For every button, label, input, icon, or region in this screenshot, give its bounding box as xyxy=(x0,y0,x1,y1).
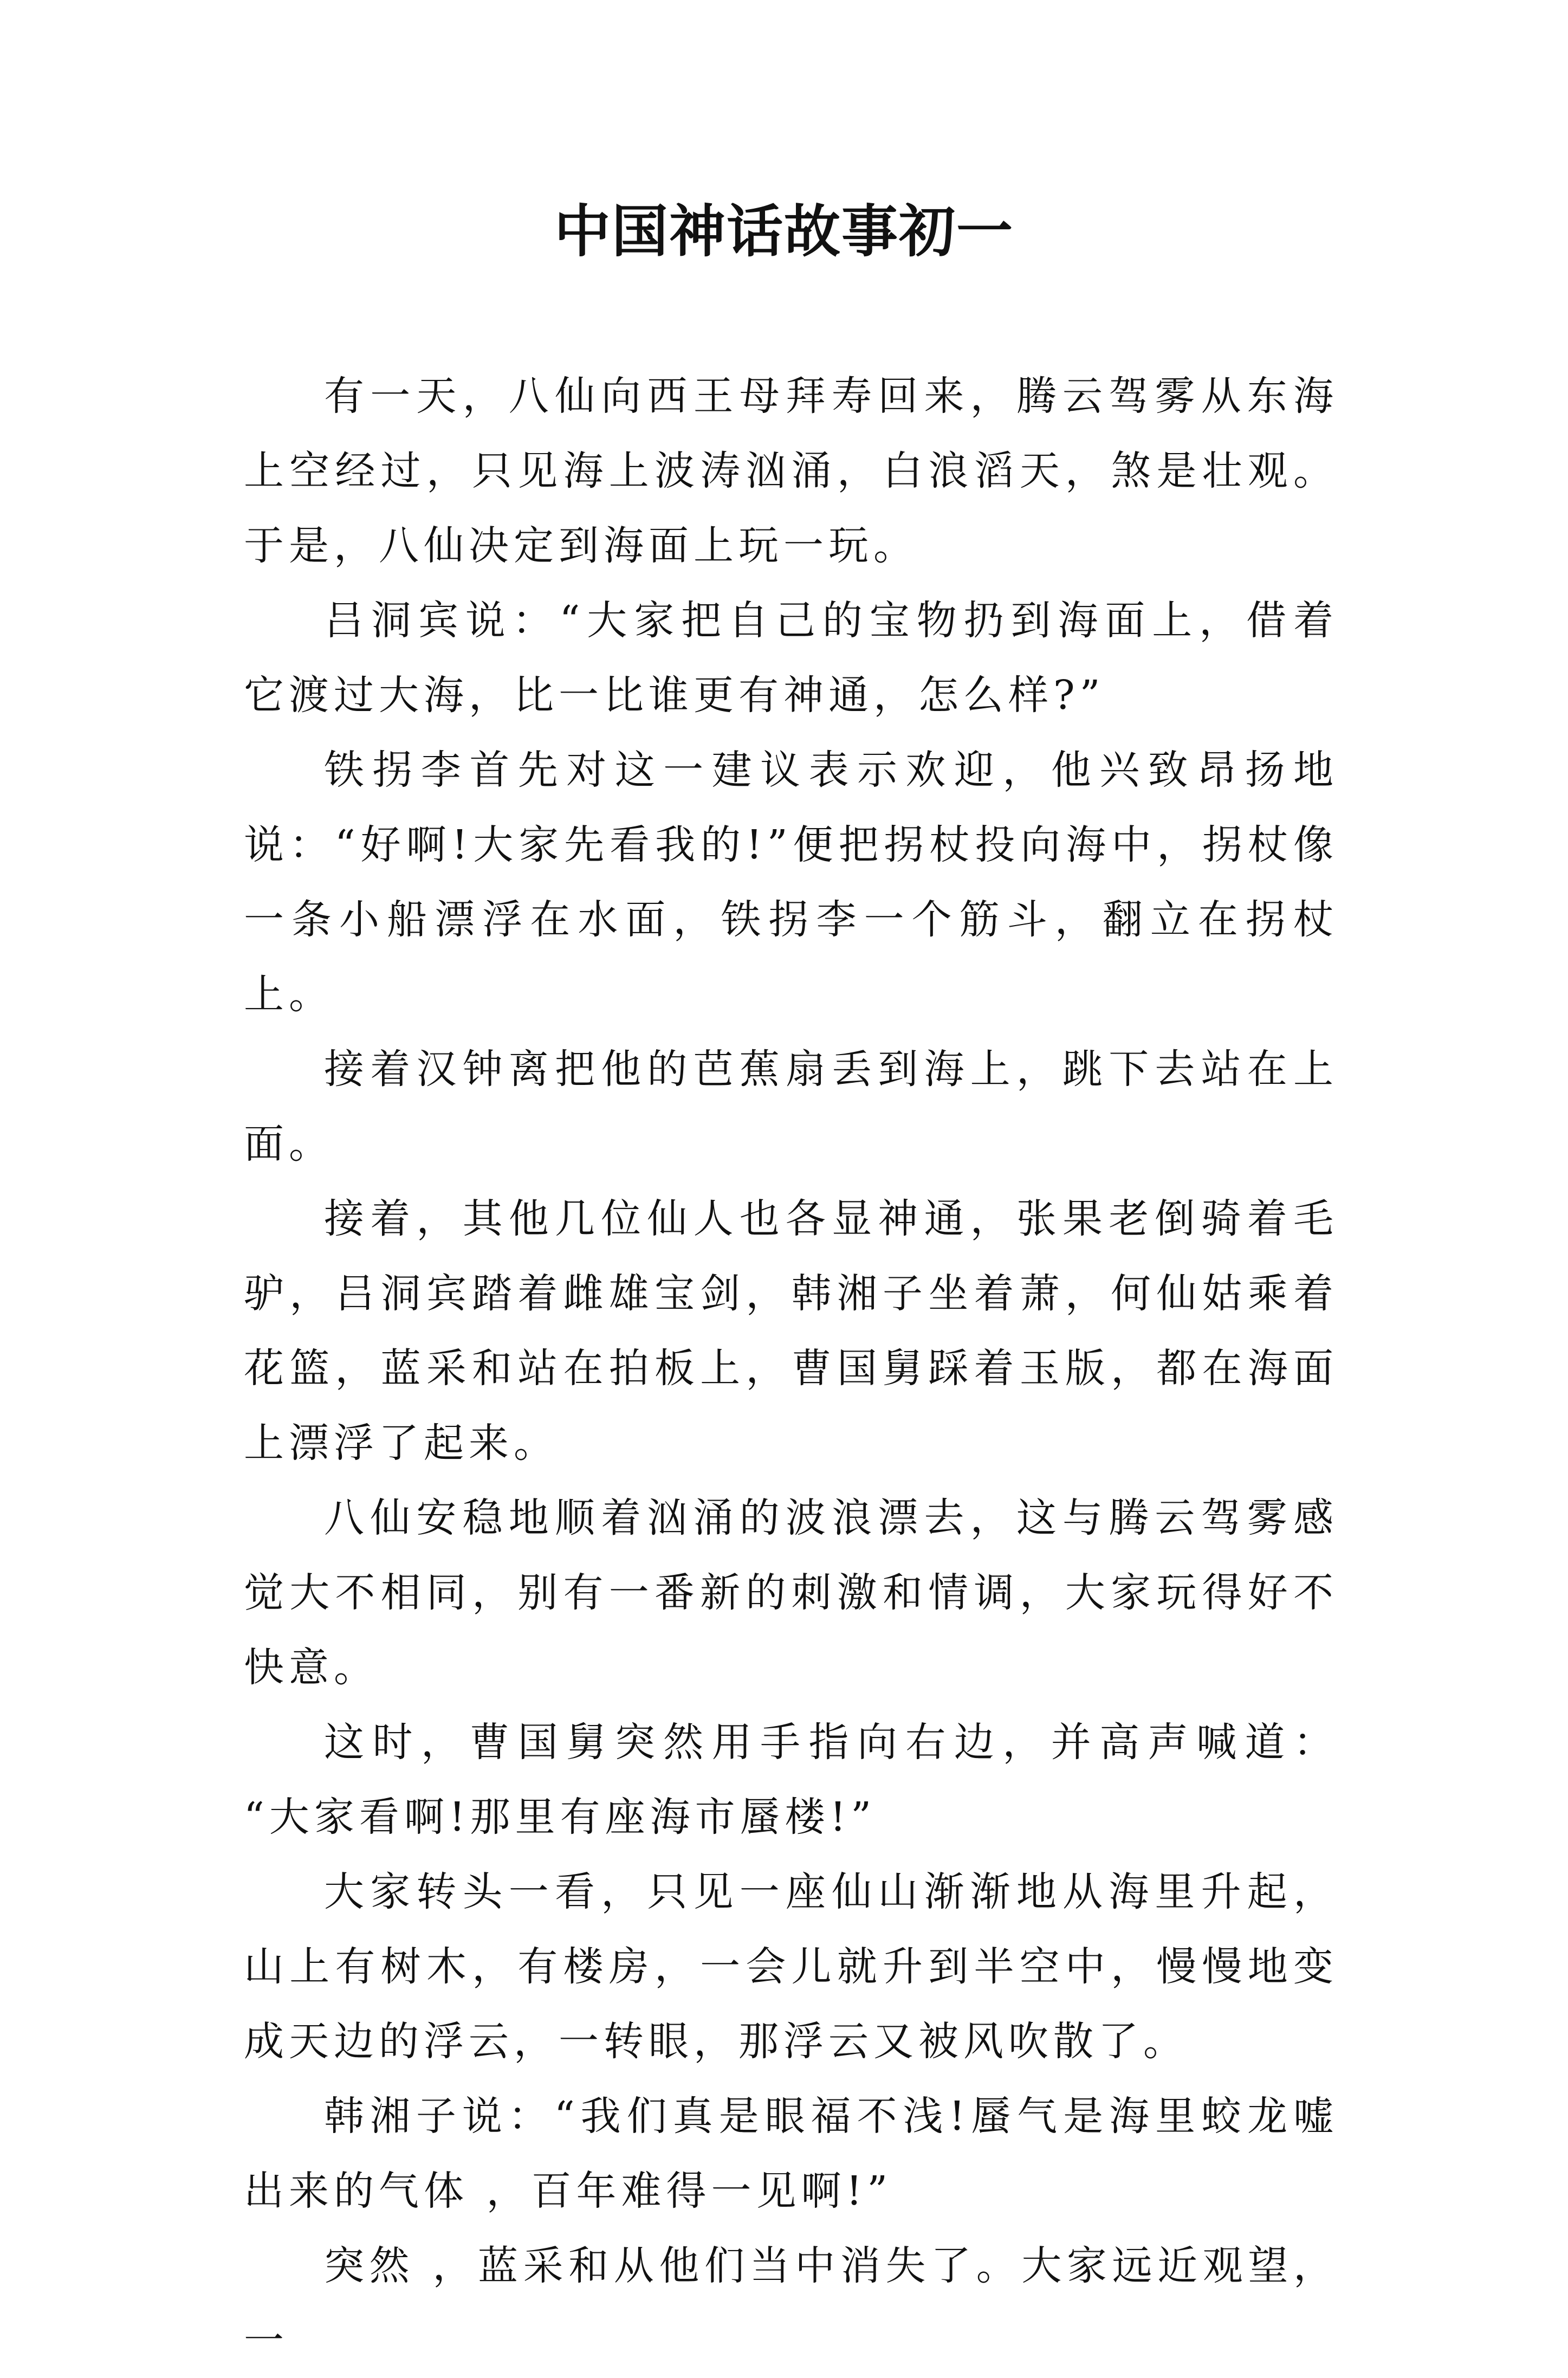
document-title: 中国神话故事初一 xyxy=(554,198,1014,264)
paragraph: 接着，其他几位仙人也各显神通，张果老倒骑着毛驴，吕洞宾踏着雌雄宝剑，韩湘子坐着萧，何仙姑乘着花篮，蓝采和站在拍板上，曹国舅踩着玉版，都在海面上漂浮了起来。 xyxy=(244,1196,1338,1466)
paragraph: 吕洞宾说：“大家把自己的宝物扔到海面上，借着它渡过大海，比一比谁更有神通，怎么样?” xyxy=(244,597,1338,719)
document-body xyxy=(244,359,1338,2378)
paragraph: 八仙安稳地顺着汹涌的波浪漂去，这与腾云驾雾感觉大不相同，别有一番新的刺激和情调，大家玩得好不快意。 xyxy=(244,1495,1338,1691)
paragraph: 这时，曹国舅突然用手指向右边，并高声喊道： “大家看啊!那里有座海市蜃楼!” xyxy=(244,1719,1338,1840)
paragraph: 铁拐李首先对这一建议表示欢迎，他兴致昂扬地说：“好啊!大家先看我的!”便把拐杖投向海中，拐杖像一条小船漂浮在水面，铁拐李一个筋斗，翻立在拐杖上。 xyxy=(244,747,1338,1018)
paragraph: 接着汉钟离把他的芭蕉扇丢到海上，跳下去站在上面。 xyxy=(244,1046,1338,1167)
paragraph: 突然 ，蓝采和从他们当中消失了。大家远近观望，一 xyxy=(244,2243,1338,2364)
paragraph: 大家转头一看，只见一座仙山渐渐地从海里升起，山上有树木，有楼房，一会儿就升到半空中，慢慢地变成天边的浮云，一转眼，那浮云又被风吹散了。 xyxy=(244,1869,1338,2065)
paragraph: 韩湘子说：“我们真是眼福不浅!蜃气是海里蛟龙嘘出来的气体 ，百年难得一见啊!” xyxy=(244,2093,1338,2214)
paragraph: 有一天，八仙向西王母拜寿回来，腾云驾雾从东海上空经过，只见海上波涛汹涌，白浪滔天，煞是壮观。于是，八仙决定到海面上玩一玩。 xyxy=(244,373,1338,569)
